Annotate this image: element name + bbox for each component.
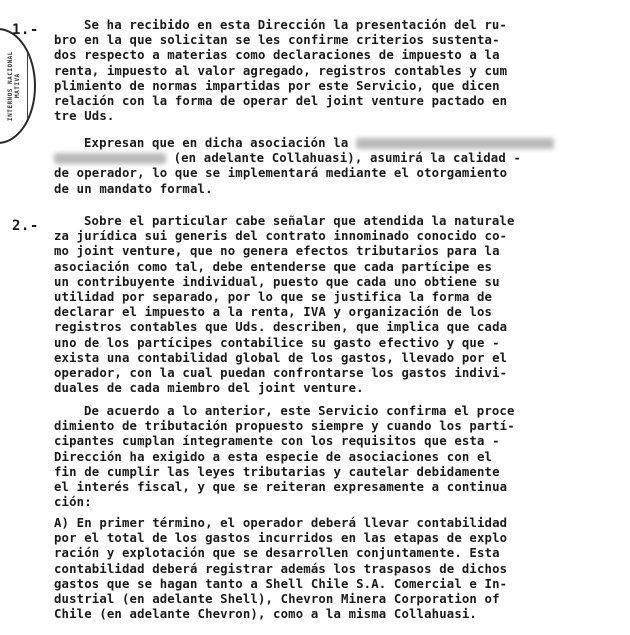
text-line: Chile (en adelante Chevron), como a la misma Collahuasi. (54, 607, 477, 622)
text-line: registros contables que Uds. describen, que implica que cada (54, 320, 508, 335)
text-line: mo joint venture, que no genera efectos tributarios para la (54, 244, 500, 259)
paragraph-2-2 (54, 404, 614, 510)
text-line: exista una contabilidad global de los gastos, llevado por el (54, 350, 508, 365)
text-line: ción: (54, 495, 92, 510)
text-line: fin de cumplir las leyes tributarias y cautelar debidamente (54, 464, 500, 479)
text-line: utilidad por separado, por lo que se justifica la forma de (54, 289, 493, 304)
text-line: dustrial (en adelante Shell), Chevron Minera Corporation of (54, 591, 500, 606)
paragraph-2-1 (54, 214, 614, 396)
text-line: de un mandato formal. (54, 181, 213, 196)
redacted-name-continued (54, 153, 166, 164)
text-line (54, 136, 614, 151)
text-line: ración y explotación que se desarrollen conjuntamente. Esta (54, 546, 500, 561)
seal-text: INTERNOS NACIONAL MATIVA (7, 38, 28, 134)
text-line: za jurídica sui generis del contrato innominado conocido co- (54, 229, 508, 244)
text-line (54, 151, 614, 166)
text-line: tre Uds. (54, 109, 115, 124)
text-line: A) En primer término, el operador deberá llevar contabilidad (54, 516, 508, 530)
text-line: cipantes cumplan íntegramente con los requisitos que esta - (54, 434, 500, 449)
text-line: Dirección ha exigido a esta especie de asociaciones con el (54, 449, 493, 464)
paragraph-2-3 (54, 516, 614, 622)
text-line: plimiento de normas impartidas por este Servicio, que dicen (54, 78, 500, 93)
text-line: el interés fiscal, y que se reiteran expresamente a continua (54, 479, 508, 494)
text-line: asociación como tal, debe entenderse que cada partícipe es (54, 259, 493, 274)
text-line: declarar el impuesto a la renta, IVA y organización de los (54, 305, 493, 320)
section-number-2: 2.- (12, 218, 39, 234)
section-number-1: 1.- (12, 22, 39, 38)
text-fragment: Expresan que en dicha asociación la (84, 136, 349, 150)
text-line: Sobre el particular cabe señalar que atendida la naturale (84, 214, 515, 228)
text-line: por el total de los gastos incurridos en las etapas de explo (54, 531, 508, 546)
text-line: dimiento de tributación propuesto siempre y cuando los partí- (54, 419, 515, 434)
text-line: relación con la forma de operar del joint venture pactado en (54, 93, 508, 108)
text-fragment: (en adelante Collahuasi), asumirá la calidad - (173, 151, 522, 166)
text-line: bro en la que solicitan se les confirme criterios sustenta- (54, 33, 500, 48)
text-line: renta, impuesto al valor agregado, registros contables y cum (54, 63, 508, 78)
text-line: un contribuyente individual, puesto que cada uno obtiene su (54, 274, 500, 289)
text-line: Se ha recibido en esta Dirección la presentación del ru- (84, 18, 507, 32)
paragraph-1-1 (54, 18, 614, 124)
text-line: operador, con la cual puedan confrontarse los gastos indivi- (54, 365, 508, 380)
redacted-name (356, 138, 554, 149)
text-line: uno de los partícipes contabilice su gasto efectivo y que - (54, 335, 500, 350)
paragraph-1-2 (54, 136, 614, 197)
official-seal (0, 28, 36, 144)
text-line: De acuerdo a lo anterior, este Servicio confirma el proce (84, 404, 515, 418)
text-line: contabilidad deberá registrar además los traspasos de dichos (54, 561, 508, 576)
text-line: gastos que se hagan tanto a Shell Chile S.A. Comercial e In- (54, 576, 508, 591)
text-line: dos respecto a materias como declaraciones de impuesto a la (54, 48, 500, 63)
text-line: duales de cada miembro del joint venture. (54, 381, 364, 396)
text-line: de operador, lo que se implementará mediante el otorgamiento (54, 166, 508, 181)
